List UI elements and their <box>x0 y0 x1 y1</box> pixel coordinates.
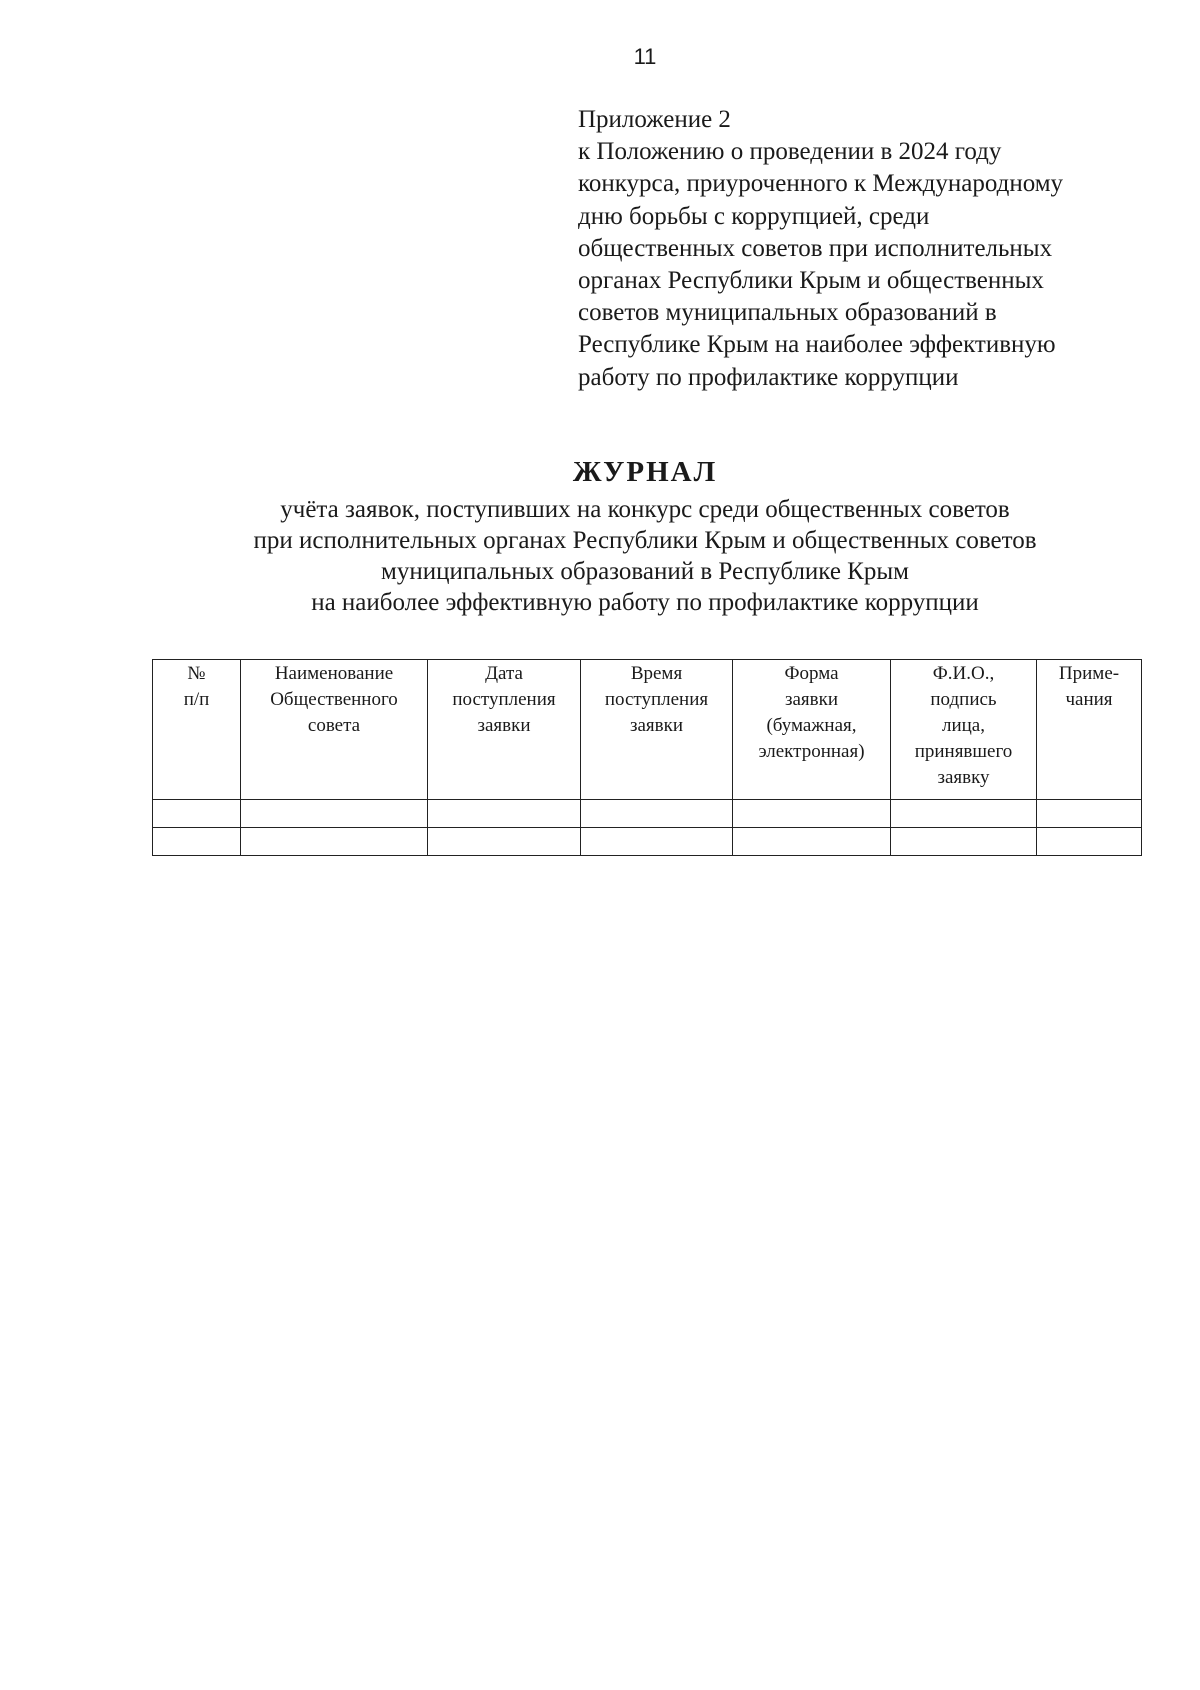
appendix-line: органах Республики Крым и общественных <box>578 267 1044 295</box>
column-header-council-name: Наименование Общественного совета <box>241 660 428 800</box>
table-cell <box>581 828 733 856</box>
appendix-line: дню борьбы с коррупцией, среди <box>578 202 930 230</box>
column-header-notes: Приме- чания <box>1037 660 1142 800</box>
appendix-line: советов муниципальных образований в <box>578 299 997 327</box>
table-cell <box>428 828 581 856</box>
appendix-line: общественных советов при исполнительных <box>578 234 1053 262</box>
journal-subtitle-line: учёта заявок, поступивших на конкурс среди общественных советов <box>280 496 1010 523</box>
journal-subtitle <box>170 494 1120 618</box>
column-header-receiver: Ф.И.О., подпись лица, принявшего заявку <box>891 660 1037 800</box>
column-header-number: № п/п <box>153 660 241 800</box>
table-cell <box>241 828 428 856</box>
table-header-row <box>153 660 1142 800</box>
page-number: 11 <box>633 44 657 69</box>
journal-subtitle-line: на наиболее эффективную работу по профилактике коррупции <box>311 589 979 616</box>
table-row <box>153 828 1142 856</box>
table-cell <box>891 828 1037 856</box>
table-cell <box>153 800 241 828</box>
table-cell <box>153 828 241 856</box>
table-cell <box>428 800 581 828</box>
journal-table <box>152 659 1142 856</box>
column-header-time: Время поступления заявки <box>581 660 733 800</box>
appendix-line: к Положению о проведении в 2024 году <box>578 138 1002 166</box>
table-cell <box>581 800 733 828</box>
table-cell <box>891 800 1037 828</box>
table-cell <box>1037 800 1142 828</box>
journal-title: ЖУРНАЛ <box>572 456 718 488</box>
table-row <box>153 800 1142 828</box>
table-cell <box>1037 828 1142 856</box>
table-cell <box>241 800 428 828</box>
appendix-line: Республике Крым на наиболее эффективную <box>578 331 1056 359</box>
appendix-line: работу по профилактике коррупции <box>578 363 959 391</box>
appendix-line: Приложение 2 <box>578 106 731 133</box>
journal-subtitle-line: при исполнительных органах Республики Крым и общественных советов <box>253 527 1037 554</box>
appendix-note <box>578 104 1138 394</box>
appendix-line: конкурса, приуроченного к Международному <box>578 170 1064 198</box>
table-cell <box>733 828 891 856</box>
column-header-date: Дата поступления заявки <box>428 660 581 800</box>
table-cell <box>733 800 891 828</box>
column-header-form: Форма заявки (бумажная, электронная) <box>733 660 891 800</box>
journal-subtitle-line: муниципальных образований в Республике Крым <box>381 558 909 585</box>
